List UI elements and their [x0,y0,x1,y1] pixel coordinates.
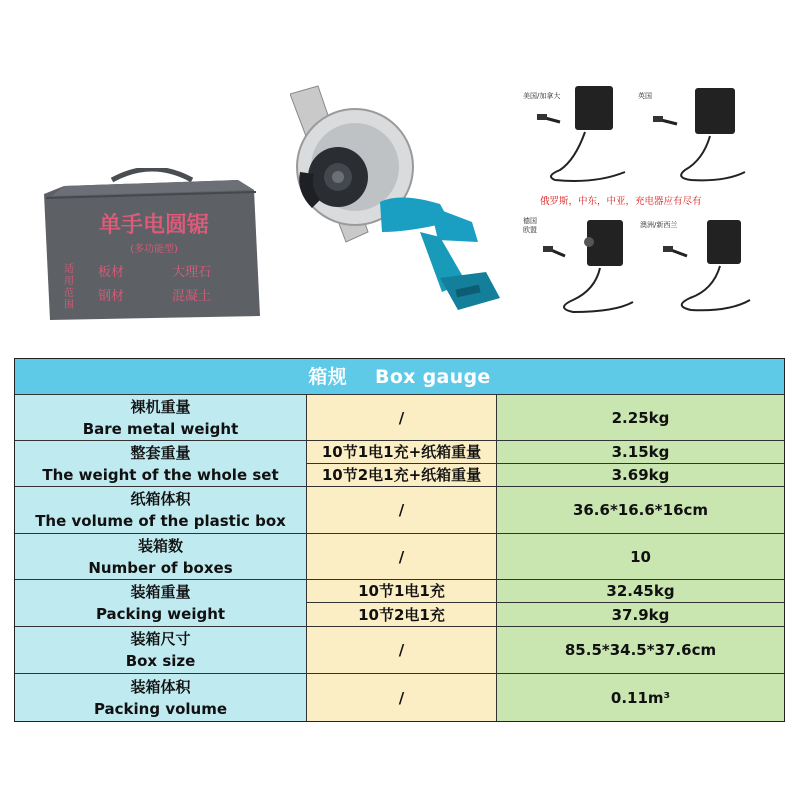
row-label-bare-weight [15,395,307,441]
bag-title: 单手电圆锯 [98,212,210,238]
row-value: 10 [497,534,784,580]
row-value: 32.45kg [497,580,784,603]
circular-saw-image [290,82,510,317]
label-en: Number of boxes [88,558,233,577]
label-en: The volume of the plastic box [35,512,286,530]
row-label-whole-set-weight [15,441,307,487]
bag-usage-char: 适 [64,264,74,275]
charger-label-us: 美国/加拿大 [523,92,561,100]
label-cn: 装箱重量 [130,583,191,601]
row-config: / [307,534,497,580]
charger-label-au: 澳洲/新西兰 [640,221,678,229]
label-en: Packing weight [95,605,226,623]
row-config: 10节1电1充+纸箱重量 [307,441,497,464]
label-en: Bare metal weight [82,419,239,438]
charger-label-uk: 英国 [638,92,652,100]
bag-subtitle: (多功能型) [130,244,178,255]
row-value: 2.25kg [497,395,784,441]
row-config: / [307,674,497,721]
table-header-cn: 箱规 [308,365,348,388]
label-en: The weight of the whole set [42,465,279,484]
label-cn: 纸箱体积 [130,490,191,508]
row-value: 3.69kg [497,464,784,487]
row-config: 10节1电1充 [307,580,497,603]
charger-regions-note: 俄罗斯，中东，中亚，充电器应有尽有 [540,196,702,207]
table-header-en: Box gauge [375,365,491,388]
bag-material: 钢材 [98,289,125,304]
label-en: Box size [125,652,196,670]
row-value: 36.6*16.6*16cm [497,487,784,534]
charger-uk [695,88,735,134]
bag-usage-char: 围 [64,300,74,311]
bag-material: 混凝土 [172,289,212,304]
row-config: / [307,627,497,674]
row-label-packing-weight [15,580,307,627]
row-label-packing-volume [15,674,307,721]
bag-handle [112,169,192,180]
row-config: / [307,395,497,441]
bag-material: 大理石 [172,265,212,280]
bag-material: 板材 [98,265,125,280]
bag-usage-char: 范 [64,288,74,299]
row-label-box-volume [15,487,307,534]
charger-us [575,86,613,130]
charger-au [707,220,741,264]
label-cn: 整套重量 [130,443,191,462]
charger-label-eu-2: 欧盟 [523,226,537,234]
label-cn: 装箱数 [137,536,183,555]
row-config: / [307,487,497,534]
row-label-box-size [15,627,307,674]
row-config: 10节2电1充+纸箱重量 [307,464,497,487]
label-cn: 装箱尺寸 [130,630,191,648]
row-value: 37.9kg [497,603,784,627]
tool-bag-image [42,168,260,324]
box-gauge-table [14,358,785,722]
label-cn: 装箱体积 [130,677,191,696]
label-cn: 裸机重量 [130,397,191,416]
charger-label-eu-1: 德国 [523,217,537,225]
bag-usage-char: 用 [64,276,74,287]
row-value: 85.5*34.5*37.6cm [497,627,784,674]
row-label-number-of-boxes [15,534,307,580]
row-value: 0.11m³ [497,674,784,721]
label-en: Packing volume [93,699,228,718]
row-config: 10节2电1充 [307,603,497,627]
row-value: 3.15kg [497,441,784,464]
table-header [15,359,784,395]
